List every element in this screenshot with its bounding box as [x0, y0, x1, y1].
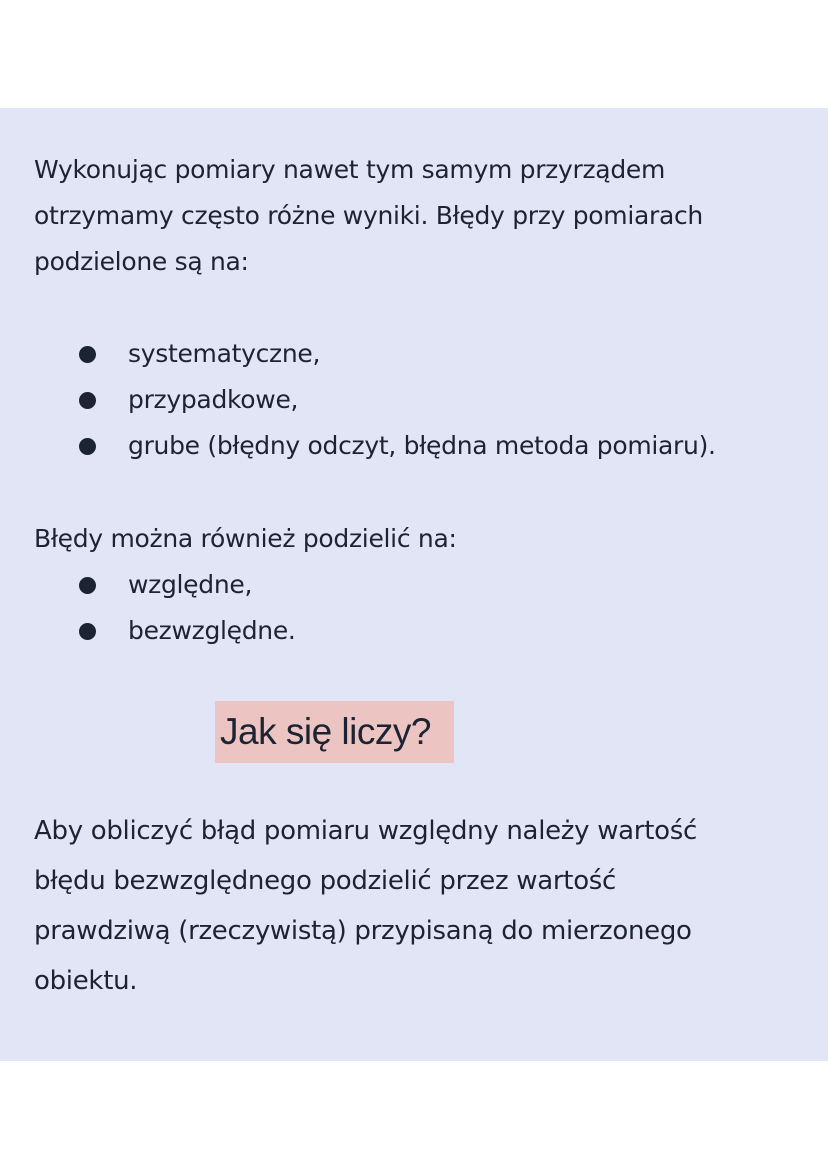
- list-item: [0, 562, 296, 608]
- outro-paragraph: [34, 806, 804, 1006]
- intro-paragraph: [34, 147, 794, 285]
- list-item-text: względne,: [128, 570, 253, 599]
- error-types-list: [0, 331, 716, 469]
- intro-line-2: otrzymamy często różne wyniki. Błędy przy pomiarach: [34, 201, 703, 230]
- highlight-heading: Jak się liczy?: [215, 701, 454, 763]
- outro-line-3: prawdziwą (rzeczywistą) przypisaną do mierzonego: [34, 916, 692, 946]
- subheading: Błędy można również podzielić na:: [34, 524, 457, 553]
- outro-line-2: błędu bezwzględnego podzielić przez wartość: [34, 866, 617, 896]
- bullet-icon: [79, 438, 96, 455]
- bullet-icon: [79, 577, 96, 594]
- error-kinds-list: [0, 562, 296, 654]
- list-item-text: systematyczne,: [128, 339, 321, 368]
- list-item: [0, 331, 716, 377]
- bullet-icon: [79, 346, 96, 363]
- list-item-text: grube (błędny odczyt, błędna metoda pomiaru).: [128, 431, 716, 460]
- list-item: [0, 608, 296, 654]
- list-item: [0, 423, 716, 469]
- bullet-icon: [79, 623, 96, 640]
- list-item-text: przypadkowe,: [128, 385, 299, 414]
- list-item: [0, 377, 716, 423]
- outro-line-1: Aby obliczyć błąd pomiaru względny należy wartość: [34, 816, 697, 846]
- intro-line-1: Wykonując pomiary nawet tym samym przyrządem: [34, 155, 666, 184]
- outro-line-4: obiektu.: [34, 966, 138, 996]
- intro-line-3: podzielone są na:: [34, 247, 249, 276]
- bullet-icon: [79, 392, 96, 409]
- list-item-text: bezwzględne.: [128, 616, 296, 645]
